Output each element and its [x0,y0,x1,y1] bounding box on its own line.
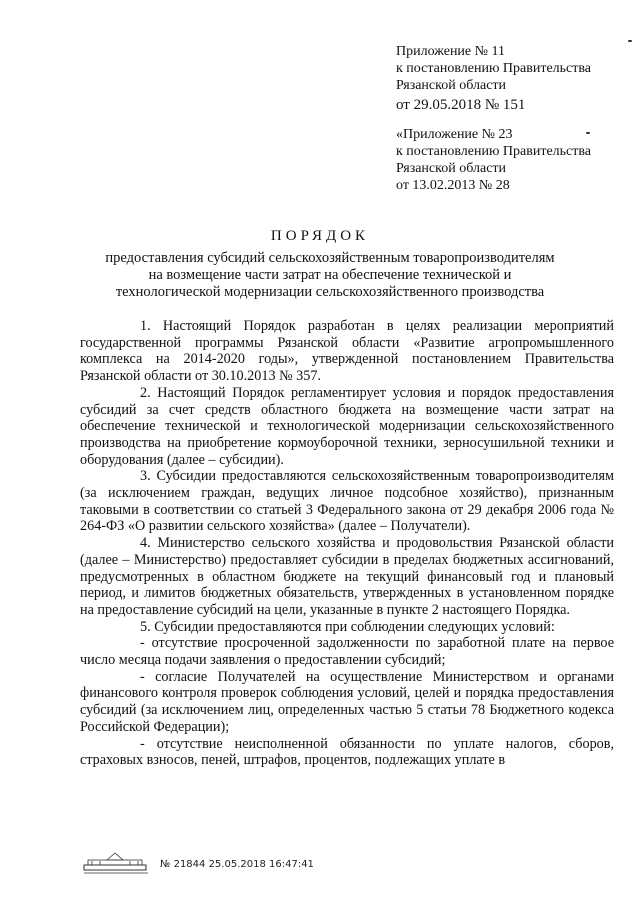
appendix-header-old [396,126,632,194]
scan-speck [628,40,632,42]
condition-item: - отсутствие просроченной задолженности по заработной плате на первое число месяца подачи заявления о предоставлении субсидий; [80,635,614,669]
paragraph-2: 2. Настоящий Порядок регламентирует условия и порядок предоставления субсидий за счет средств областного бюджета на возмещение части затрат на обеспечение технической и технологической модернизации сельскохозяйственного производства на приобретение кормоуборочной техники, зерносушильной техники и оборудования (далее – субсидии). [80,384,614,468]
paragraph-4: 4. Министерство сельского хозяйства и продовольствия Рязанской области (далее – Министерство) предоставляет субсидии в пределах бюджетных ассигнований, предусмотренных в областном бюджете на текущий финансовый год и плановый период, и лимитов бюджетных обязательств, утвержденных в установленном порядке на предоставление субсидий на цели, указанные в пункте 2 настоящего Порядка. [80,535,614,618]
appendix-date: от 13.02.2013 № 28 [396,178,510,193]
condition-item: - согласие Получателей на осуществление Министерством и органами финансового контроля проверок соблюдения условий, целей и порядка предоставления субсидий (за исключением лиц, определенных частью 5 статьи 78 Бюджетного кодекса Российской Федерации); [80,668,614,735]
paragraph-1: 1. Настоящий Порядок разработан в целях реализации мероприятий государственной программы Рязанской области «Развитие агропромышленного комплекса на 2014-2020 годы», утвержденной постановлением Правительства Рязанской области от 30.10.2013 № 357. [80,318,614,385]
appendix-region: Рязанской области [396,78,507,93]
subtitle-line: на возмещение части затрат на обеспечение технической и [148,267,512,283]
appendix-number: Приложение № 11 [396,44,505,59]
paragraph-3: 3. Субсидии предоставляются сельскохозяйственным товаропроизводителям (за исключением граждан, ведущих личное подсобное хозяйство), признанным таковыми в соответствии со статьей 3 Федерального закона от 29 декабря 2006 года № 264-ФЗ «О развитии сельского хозяйства» (далее – Получатели). [80,468,614,535]
appendix-date: от 29.05.2018 № 151 [396,97,526,113]
appendix-resolution: к постановлению Правительства [396,144,592,159]
document-subtitle [100,250,560,301]
registration-stamp: № 21844 25.05.2018 16:47:41 [160,859,314,870]
appendix-header-new [396,43,632,114]
subtitle-line: технологической модернизации сельскохозяйственного производства [115,284,545,300]
condition-item: - отсутствие неисполненной обязанности по уплате налогов, сборов, страховых взносов, пеней, штрафов, процентов, подлежащих уплате в [80,735,614,769]
appendix-resolution: к постановлению Правительства [396,61,592,76]
government-building-stamp-icon [82,851,152,875]
document-title: ПОРЯДОК [270,228,370,244]
appendix-region: Рязанской области [396,161,507,176]
subtitle-line: предоставления субсидий сельскохозяйственным товаропроизводителям [105,250,555,266]
paragraph-5: 5. Субсидии предоставляются при соблюдении следующих условий: [140,618,555,635]
scan-speck [586,132,590,134]
document-body [80,318,614,769]
appendix-number: «Приложение № 23 [396,127,513,142]
